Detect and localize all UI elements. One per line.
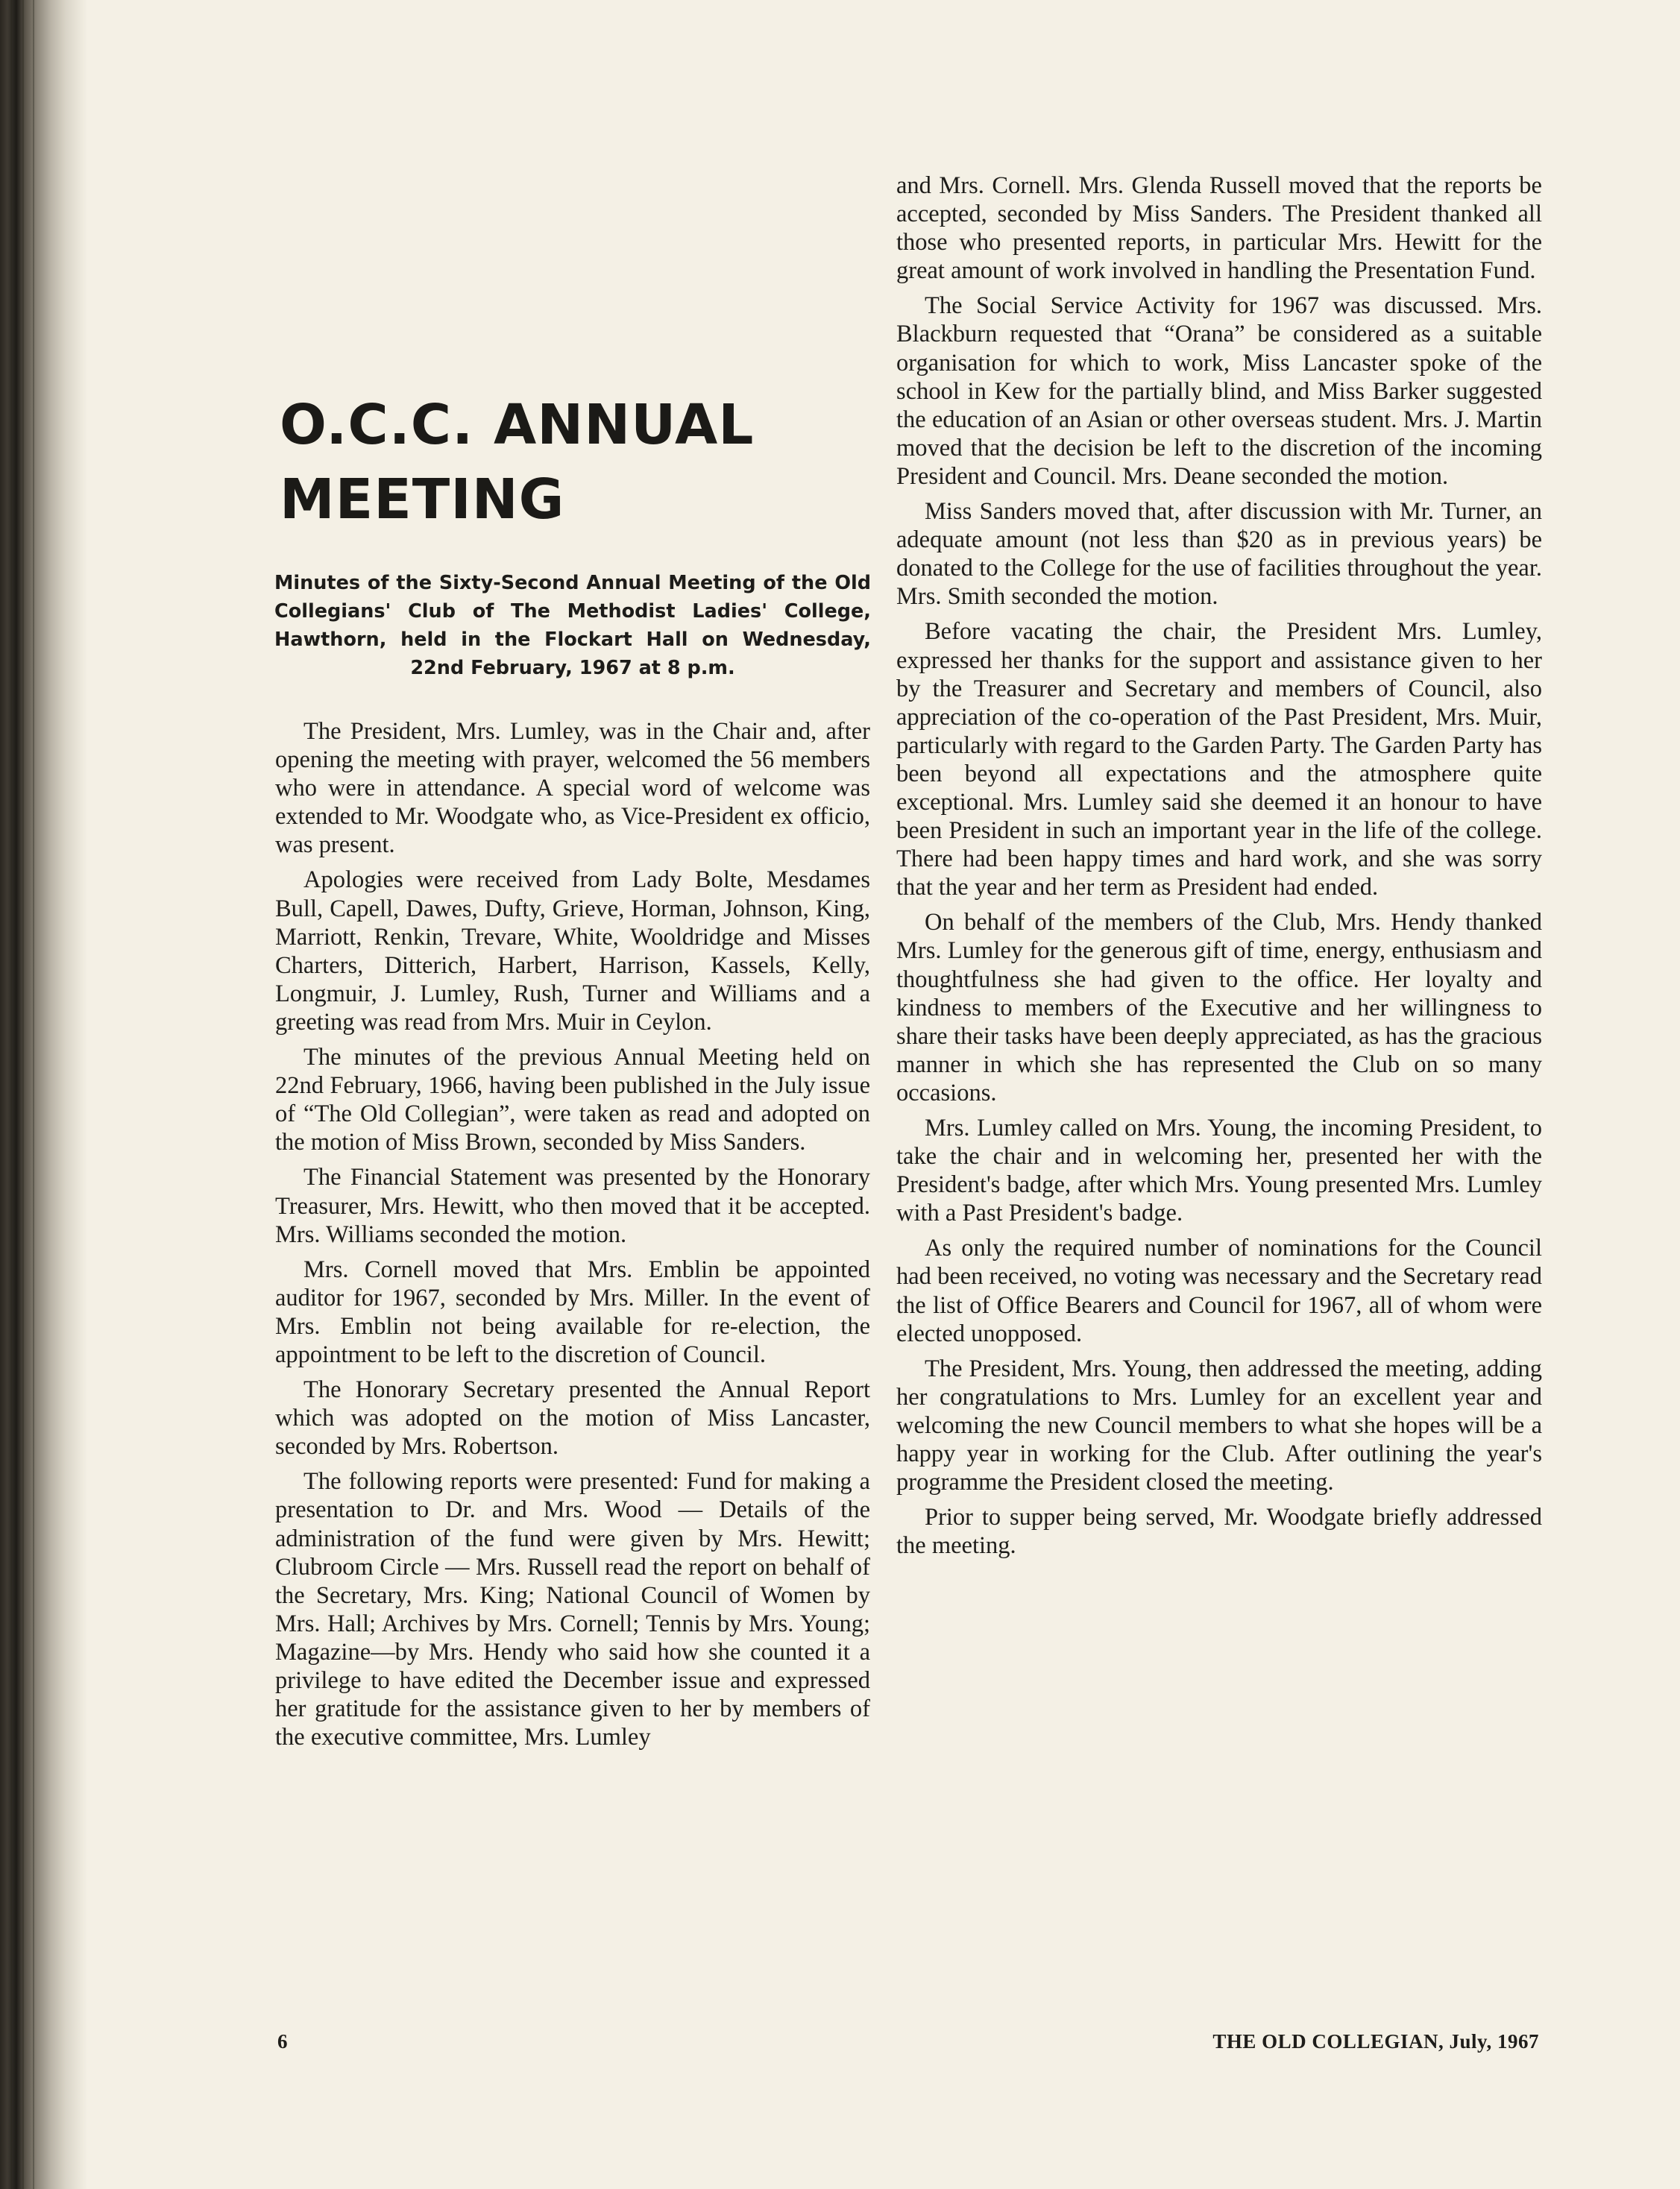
article-title-line-1: O.C.C. ANNUAL <box>280 393 755 457</box>
paragraph: As only the required number of nominations for the Council had been received, no voting was necessary and the Secretary read the list of Office Bearers and Council for 1967, all of whom were elected unopposed. <box>896 1235 1542 1347</box>
book-binding-edge <box>0 0 88 2189</box>
paragraph: Before vacating the chair, the President Mrs. Lumley, expressed her thanks for the support and assistance given to her by the Treasurer and Secretary and members of Council, also appreciation of the co-operation of the Past President, Mrs. Muir, particularly with regard to the Garden Party. The Garden Party has been beyond all expectations and the atmosphere quite exceptional. Mrs. Lumley said she deemed it an honour to have been President in such an important year in the life of the college. There had been happy times and hard work, and she was sorry that the year and her term as President had ended. <box>896 618 1542 901</box>
paragraph: The following reports were presented: Fund for making a presentation to Dr. and Mrs. Wood — Details of the administration of the fund were given by Mrs. Hewitt; Clubroom Circle — Mrs. Russell read the report on behalf of the Secretary, Mrs. King; National Council of Women by Mrs. Hall; Archives by Mrs. Cornell; Tennis by Mrs. Young; Magazine—by Mrs. Hendy who said how she counted it a privilege to have edited the December issue and expressed her gratitude for the assistance given to her by members of the executive committee, Mrs. Lumley <box>275 1468 870 1751</box>
article-subtitle: Minutes of the Sixty-Second Annual Meeting of the Old Collegians' Club of The Methodist Ladies' College, Hawthorn, held in the Flockart Hall on Wednesday, 22nd February, 1967 at 8 p.m. <box>274 572 871 679</box>
paragraph-continuation: and Mrs. Cornell. Mrs. Glenda Russell moved that the reports be accepted, seconded by Miss Sanders. The President thanked all those who presented reports, in particular Mrs. Hewitt for the great amount of work involved in handling the Presentation Fund. <box>896 172 1542 285</box>
paragraph: Mrs. Cornell moved that Mrs. Emblin be appointed auditor for 1967, seconded by Mrs. Miller. In the event of Mrs. Emblin not being available for re-election, the appointment to be left to the discretion of Council. <box>275 1256 870 1368</box>
paragraph: The minutes of the previous Annual Meeting held on 22nd February, 1966, having been published in the July issue of “The Old Collegian”, were taken as read and adopted on the motion of Miss Brown, seconded by Miss Sanders. <box>275 1044 870 1156</box>
paragraph: On behalf of the members of the Club, Mrs. Hendy thanked Mrs. Lumley for the generous gift of time, energy, enthusiasm and thoughtfulness she had given to the office. Her loyalty and kindness to members of the Executive and her willingness to share their tasks have been deeply appreciated, as has the gracious manner in which she has represented the Club on so many occasions. <box>896 909 1542 1106</box>
article-title-line-2: MEETING <box>280 467 565 532</box>
paragraph: The President, Mrs. Young, then addressed the meeting, adding her congratulations to Mrs. Lumley for an excellent year and welcoming the new Council members to what she hopes will be a happy year in working for the Club. After outlining the year's programme the President closed the meeting. <box>896 1355 1542 1496</box>
page-number: 6 <box>277 2030 288 2053</box>
paragraph: The Honorary Secretary presented the Annual Report which was adopted on the motion of Miss Lancaster, seconded by Mrs. Robertson. <box>275 1376 870 1461</box>
paragraph: Mrs. Lumley called on Mrs. Young, the incoming President, to take the chair and in welcoming her, presented her with the President's badge, after which Mrs. Young presented Mrs. Lumley with a Past President's badge. <box>896 1115 1542 1227</box>
left-text-column <box>275 717 870 1758</box>
binding-line <box>10 0 12 2189</box>
right-text-column <box>896 171 1542 1566</box>
paragraph: The Financial Statement was presented by the Honorary Treasurer, Mrs. Hewitt, who then moved that it be accepted. Mrs. Williams seconded the motion. <box>275 1164 870 1248</box>
article-title <box>280 388 876 537</box>
binding-line <box>22 0 24 2189</box>
publication-footer: THE OLD COLLEGIAN, July, 1967 <box>1212 2030 1539 2053</box>
paragraph: Miss Sanders moved that, after discussion with Mr. Turner, an adequate amount (not less than $20 as in previous years) be donated to the College for the use of facilities throughout the year. Mrs. Smith seconded the motion. <box>896 498 1542 611</box>
paragraph: Apologies were received from Lady Bolte, Mesdames Bull, Capell, Dawes, Dufty, Grieve, Horman, Johnson, King, Marriott, Renkin, Trevare, White, Wooldridge and Misses Charters, Ditterich, Harbert, Harrison, Kassels, Kelly, Longmuir, J. Lumley, Rush, Turner and Williams and a greeting was read from Mrs. Muir in Ceylon. <box>275 866 870 1036</box>
binding-line <box>33 0 34 2189</box>
paragraph: Prior to supper being served, Mr. Woodgate briefly addressed the meeting. <box>896 1504 1542 1560</box>
paragraph: The President, Mrs. Lumley, was in the Chair and, after opening the meeting with prayer, welcomed the 56 members who were in attendance. A special word of welcome was extended to Mr. Woodgate who, as Vice-President ex officio, was present. <box>275 718 870 859</box>
paragraph: The Social Service Activity for 1967 was discussed. Mrs. Blackburn requested that “Orana” be considered as a suitable organisation for which to work, Miss Lancaster spoke of the school in Kew for the partially blind, and Miss Barker suggested the education of an Asian or other overseas student. Mrs. J. Martin moved that the decision be left to the discretion of the incoming President and Council. Mrs. Deane seconded the motion. <box>896 292 1542 490</box>
